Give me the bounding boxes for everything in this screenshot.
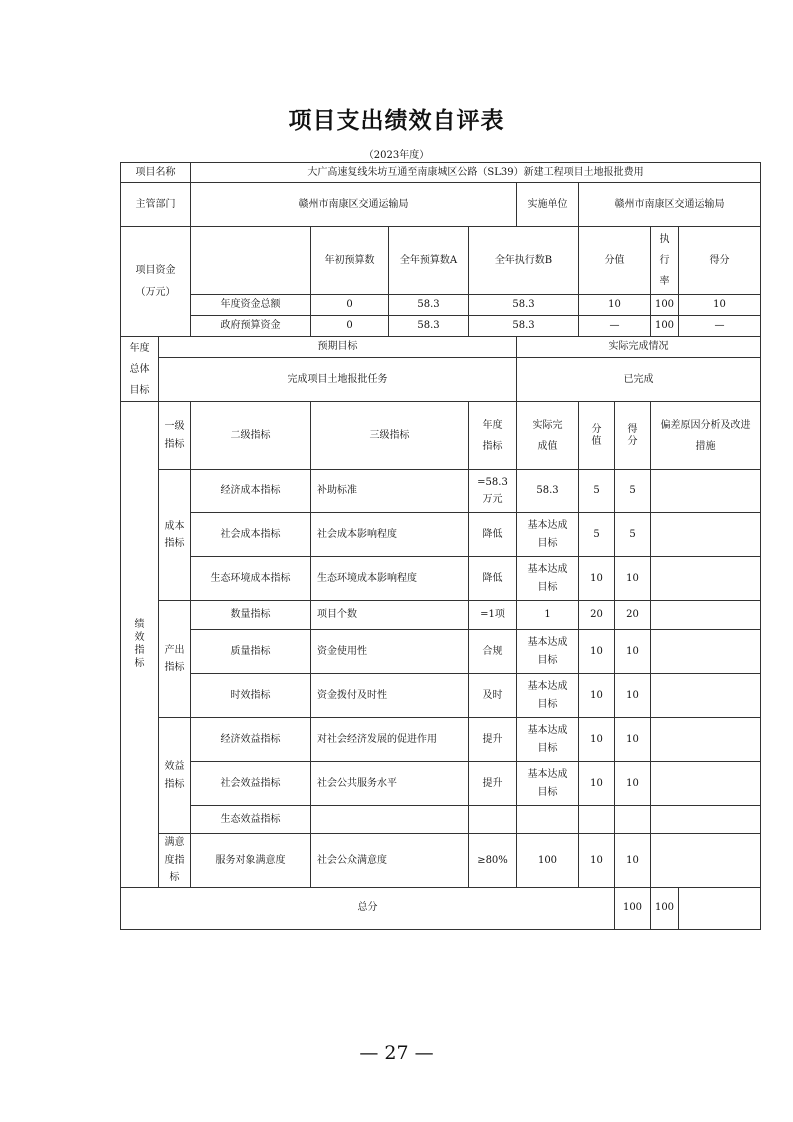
perf-target: ≥80%	[469, 834, 517, 888]
goal-expected: 完成项目土地报批任务	[159, 358, 517, 402]
self-evaluation-table	[120, 162, 761, 930]
dept-value: 赣州市南康区交通运输局	[191, 183, 517, 227]
table-row	[121, 227, 761, 295]
perf-header-level2: 二级指标	[191, 402, 311, 470]
table-row	[121, 557, 761, 601]
perf-actual: 100	[517, 834, 579, 888]
perf-score: 10	[615, 718, 651, 762]
table-row	[121, 470, 761, 513]
perf-level2: 社会成本指标	[191, 513, 311, 557]
perf-level2: 服务对象满意度	[191, 834, 311, 888]
funds-rate: 100	[651, 295, 679, 316]
table-row	[121, 718, 761, 762]
perf-level2: 经济成本指标	[191, 470, 311, 513]
funds-rate: 100	[651, 316, 679, 337]
perf-score-value: 20	[579, 601, 615, 630]
perf-header-level1: 一级指标	[159, 402, 191, 470]
table-row	[121, 295, 761, 316]
table-row	[121, 630, 761, 674]
perf-score-value: 10	[579, 674, 615, 718]
funds-label: 项目资金（万元）	[121, 227, 191, 337]
table-row	[121, 601, 761, 630]
perf-actual: 基本达成目标	[517, 762, 579, 806]
funds-header-blank	[191, 227, 311, 295]
perf-target: 降低	[469, 513, 517, 557]
perf-score: 10	[615, 630, 651, 674]
perf-target: 及时	[469, 674, 517, 718]
perf-label: 绩效指标	[121, 402, 159, 888]
perf-level2: 数量指标	[191, 601, 311, 630]
perf-score: 20	[615, 601, 651, 630]
page-title: 项目支出绩效自评表	[288, 107, 505, 134]
perf-header-actual: 实际完成值	[517, 402, 579, 470]
perf-actual: 1	[517, 601, 579, 630]
perf-deviation	[651, 834, 761, 888]
perf-level3: 资金拨付及时性	[311, 674, 469, 718]
perf-actual	[517, 806, 579, 834]
total-score: 100	[651, 887, 679, 929]
total-score-value: 100	[615, 887, 651, 929]
perf-target: =58.3万元	[469, 470, 517, 513]
goal-actual-header: 实际完成情况	[517, 337, 761, 358]
perf-actual: 基本达成目标	[517, 513, 579, 557]
perf-deviation	[651, 470, 761, 513]
funds-header-rate: 执行率	[651, 227, 679, 295]
perf-score: 10	[615, 557, 651, 601]
perf-score-value	[579, 806, 615, 834]
perf-score: 5	[615, 513, 651, 557]
perf-level3: 对社会经济发展的促进作用	[311, 718, 469, 762]
table-row	[121, 834, 761, 888]
perf-level3	[311, 806, 469, 834]
perf-target: =1项	[469, 601, 517, 630]
perf-score-value: 5	[579, 513, 615, 557]
perf-deviation	[651, 806, 761, 834]
funds-header-score-value: 分值	[579, 227, 651, 295]
perf-actual: 基本达成目标	[517, 674, 579, 718]
perf-actual: 基本达成目标	[517, 557, 579, 601]
perf-level3: 生态环境成本影响程度	[311, 557, 469, 601]
perf-level1: 成本指标	[159, 470, 191, 601]
unit-value: 赣州市南康区交通运输局	[579, 183, 761, 227]
total-label: 总分	[121, 887, 615, 929]
goal-label: 年度总体目标	[121, 337, 159, 402]
funds-header-annual: 全年预算数A	[389, 227, 469, 295]
perf-deviation	[651, 601, 761, 630]
funds-score: —	[679, 316, 761, 337]
perf-level1: 效益指标	[159, 718, 191, 834]
perf-level1: 满意度指标	[159, 834, 191, 888]
perf-score-value: 5	[579, 470, 615, 513]
page-number: — 27 —	[359, 1042, 434, 1064]
perf-score	[615, 806, 651, 834]
perf-level3: 社会成本影响程度	[311, 513, 469, 557]
perf-score-value: 10	[579, 834, 615, 888]
perf-actual: 基本达成目标	[517, 718, 579, 762]
unit-label: 实施单位	[517, 183, 579, 227]
perf-level2: 生态效益指标	[191, 806, 311, 834]
perf-actual: 基本达成目标	[517, 630, 579, 674]
perf-header-deviation: 偏差原因分析及改进措施	[651, 402, 761, 470]
funds-initial: 0	[311, 295, 389, 316]
perf-actual: 58.3	[517, 470, 579, 513]
perf-score: 10	[615, 762, 651, 806]
perf-score-value: 10	[579, 718, 615, 762]
table-row	[121, 513, 761, 557]
perf-level2: 生态环境成本指标	[191, 557, 311, 601]
project-name-label: 项目名称	[121, 163, 191, 183]
funds-score-value: 10	[579, 295, 651, 316]
perf-header-target: 年度指标	[469, 402, 517, 470]
perf-level2: 质量指标	[191, 630, 311, 674]
perf-score-value: 10	[579, 762, 615, 806]
perf-level3: 项目个数	[311, 601, 469, 630]
report-year: （2023年度）	[363, 150, 430, 161]
perf-level3: 社会公众满意度	[311, 834, 469, 888]
funds-annual: 58.3	[389, 316, 469, 337]
perf-deviation	[651, 557, 761, 601]
perf-score-value: 10	[579, 557, 615, 601]
funds-executed: 58.3	[469, 316, 579, 337]
perf-score: 10	[615, 834, 651, 888]
perf-level3: 补助标准	[311, 470, 469, 513]
dept-label: 主管部门	[121, 183, 191, 227]
project-name: 大广高速复线朱坊互通至南康城区公路（SL39）新建工程项目土地报批费用	[191, 163, 761, 183]
perf-deviation	[651, 674, 761, 718]
total-blank	[679, 887, 761, 929]
funds-initial: 0	[311, 316, 389, 337]
funds-row-name: 政府预算资金	[191, 316, 311, 337]
funds-row-name: 年度资金总额	[191, 295, 311, 316]
funds-score: 10	[679, 295, 761, 316]
table-row	[121, 806, 761, 834]
table-row	[121, 337, 761, 358]
goal-actual: 已完成	[517, 358, 761, 402]
perf-header-level3: 三级指标	[311, 402, 469, 470]
perf-score-value: 10	[579, 630, 615, 674]
perf-level2: 经济效益指标	[191, 718, 311, 762]
perf-target	[469, 806, 517, 834]
perf-deviation	[651, 718, 761, 762]
table-row	[121, 183, 761, 227]
perf-score: 10	[615, 674, 651, 718]
perf-level3: 社会公共服务水平	[311, 762, 469, 806]
table-row	[121, 316, 761, 337]
perf-score: 5	[615, 470, 651, 513]
table-row	[121, 402, 761, 470]
funds-executed: 58.3	[469, 295, 579, 316]
table-row	[121, 887, 761, 929]
perf-header-score-value: 分值	[579, 402, 615, 470]
funds-header-executed: 全年执行数B	[469, 227, 579, 295]
goal-expected-header: 预期目标	[159, 337, 517, 358]
perf-target: 提升	[469, 762, 517, 806]
perf-deviation	[651, 513, 761, 557]
funds-header-score: 得分	[679, 227, 761, 295]
perf-level3: 资金使用性	[311, 630, 469, 674]
table-row	[121, 674, 761, 718]
perf-level2: 社会效益指标	[191, 762, 311, 806]
perf-deviation	[651, 630, 761, 674]
perf-level1: 产出指标	[159, 601, 191, 718]
funds-annual: 58.3	[389, 295, 469, 316]
table-row	[121, 358, 761, 402]
perf-header-score: 得分	[615, 402, 651, 470]
perf-target: 降低	[469, 557, 517, 601]
perf-target: 合规	[469, 630, 517, 674]
perf-target: 提升	[469, 718, 517, 762]
table-row	[121, 762, 761, 806]
perf-level2: 时效指标	[191, 674, 311, 718]
perf-deviation	[651, 762, 761, 806]
funds-score-value: —	[579, 316, 651, 337]
table-row	[121, 163, 761, 183]
funds-header-initial: 年初预算数	[311, 227, 389, 295]
